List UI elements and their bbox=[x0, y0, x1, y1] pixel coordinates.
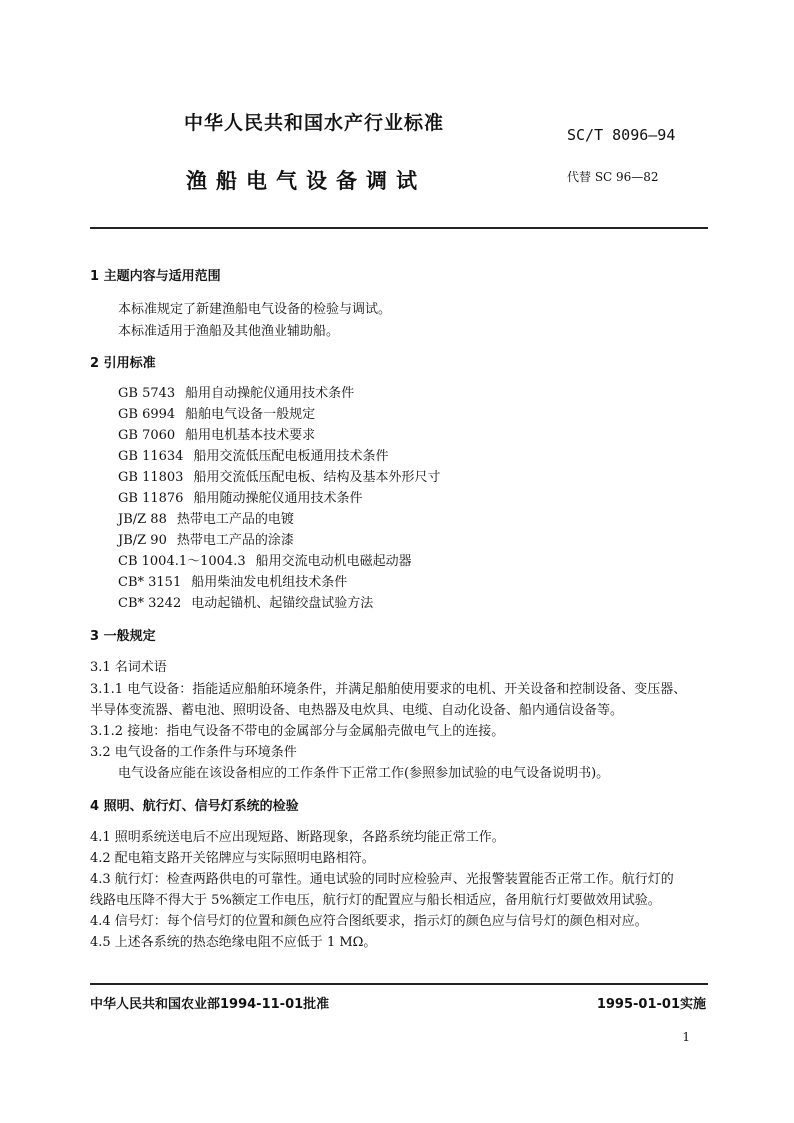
page-number: 1 bbox=[682, 1030, 690, 1044]
effective-date: 1995-01-01实施 bbox=[596, 997, 706, 1012]
reference-code: GB 6994 bbox=[118, 407, 176, 422]
reference-item bbox=[118, 550, 412, 569]
reference-item bbox=[118, 529, 294, 548]
standard-code: SC/T 8096—94 bbox=[567, 126, 676, 144]
reference-item bbox=[118, 403, 315, 422]
document-title: 渔船电气设备调试 bbox=[186, 169, 426, 193]
reference-item bbox=[118, 487, 362, 506]
reference-title: 船用交流低压配电板通用技术条件 bbox=[193, 449, 389, 464]
reference-code: GB 7060 bbox=[118, 428, 176, 443]
header-rule bbox=[90, 227, 708, 229]
section-1-heading: 1 主题内容与适用范围 bbox=[90, 269, 221, 284]
reference-title: 热带电工产品的涂漆 bbox=[176, 533, 294, 548]
reference-item bbox=[118, 466, 440, 485]
reference-title: 电动起锚机、起锚绞盘试验方法 bbox=[191, 596, 374, 611]
reference-item bbox=[118, 424, 315, 443]
replaces-note: 代替 SC 96—82 bbox=[567, 170, 659, 184]
clause-4-1: 4.1 照明系统送电后不应出现短路、断路现象，各路系统均能正常工作。 bbox=[90, 830, 505, 845]
reference-item bbox=[118, 508, 294, 527]
reference-title: 船用柴油发电机组技术条件 bbox=[191, 575, 348, 590]
reference-code: CB 1004.1～1004.3 bbox=[118, 554, 246, 569]
reference-code: JB/Z 88 bbox=[118, 512, 167, 527]
section-4-heading: 4 照明、航行灯、信号灯系统的检验 bbox=[90, 799, 299, 814]
standard-category-title: 中华人民共和国水产行业标准 bbox=[184, 112, 445, 134]
section-2-heading: 2 引用标准 bbox=[90, 356, 156, 371]
reference-code: GB 11634 bbox=[118, 449, 184, 464]
section-3-heading: 3 一般规定 bbox=[90, 629, 156, 644]
reference-item bbox=[118, 445, 388, 464]
reference-title: 船用自动操舵仪通用技术条件 bbox=[185, 386, 355, 401]
reference-code: CB* 3151 bbox=[118, 575, 182, 590]
clause-4-2: 4.2 配电箱支路开关铭牌应与实际照明电路相符。 bbox=[90, 851, 375, 866]
clause-3-1: 3.1 名词术语 bbox=[90, 660, 167, 675]
reference-code: GB 11803 bbox=[118, 470, 184, 485]
footer-rule bbox=[90, 983, 708, 985]
reference-title: 船用交流低压配电板、结构及基本外形尺寸 bbox=[193, 470, 441, 485]
reference-title: 船用交流电动机电磁起动器 bbox=[255, 554, 412, 569]
clause-3-1-2: 3.1.2 接地：指电气设备不带电的金属部分与金属船壳做电气上的连接。 bbox=[90, 724, 505, 739]
reference-item bbox=[118, 592, 373, 611]
reference-code: JB/Z 90 bbox=[118, 533, 167, 548]
clause-3-1-1: 3.1.1 电气设备：指能适应船舶环境条件，并满足船舶使用要求的电机、开关设备和控制设备、变压器、 bbox=[90, 682, 687, 697]
reference-item bbox=[118, 571, 347, 590]
reference-code: GB 5743 bbox=[118, 386, 176, 401]
clause-3-1-1-cont: 半导体变流器、蓄电池、照明设备、电热器及电炊具、电缆、自动化设备、船内通信设备等。 bbox=[90, 703, 624, 718]
reference-code: GB 11876 bbox=[118, 491, 184, 506]
clause-4-5: 4.5 上述各系统的热态绝缘电阻不应低于 1 MΩ。 bbox=[90, 935, 377, 950]
clause-4-3: 4.3 航行灯：检查两路供电的可靠性。通电试验的同时应检验声、光报警装置能否正常工作。航行灯的 bbox=[90, 872, 674, 887]
clause-3-2: 3.2 电气设备的工作条件与环境条件 bbox=[90, 745, 297, 760]
reference-title: 船舶电气设备一般规定 bbox=[185, 407, 316, 422]
reference-title: 船用随动操舵仪通用技术条件 bbox=[193, 491, 363, 506]
clause-4-3-cont: 线路电压降不得大于 5%额定工作电压，航行灯的配置应与船长相适应，备用航行灯要做效用试验。 bbox=[90, 893, 661, 908]
reference-title: 热带电工产品的电镀 bbox=[176, 512, 294, 527]
reference-item bbox=[118, 382, 354, 401]
clause-4-4: 4.4 信号灯：每个信号灯的位置和颜色应符合图纸要求，指示灯的颜色应与信号灯的颜色相对应。 bbox=[90, 914, 648, 929]
section-1-para-2: 本标准适用于渔船及其他渔业辅助船。 bbox=[118, 324, 340, 339]
section-1-para-1: 本标准规定了新建渔船电气设备的检验与调试。 bbox=[118, 302, 392, 317]
approval-line: 中华人民共和国农业部1994-11-01批准 bbox=[90, 997, 330, 1012]
reference-code: CB* 3242 bbox=[118, 596, 182, 611]
reference-title: 船用电机基本技术要求 bbox=[185, 428, 316, 443]
clause-3-2-text: 电气设备应能在该设备相应的工作条件下正常工作(参照参加试验的电气设备说明书)。 bbox=[118, 766, 610, 781]
